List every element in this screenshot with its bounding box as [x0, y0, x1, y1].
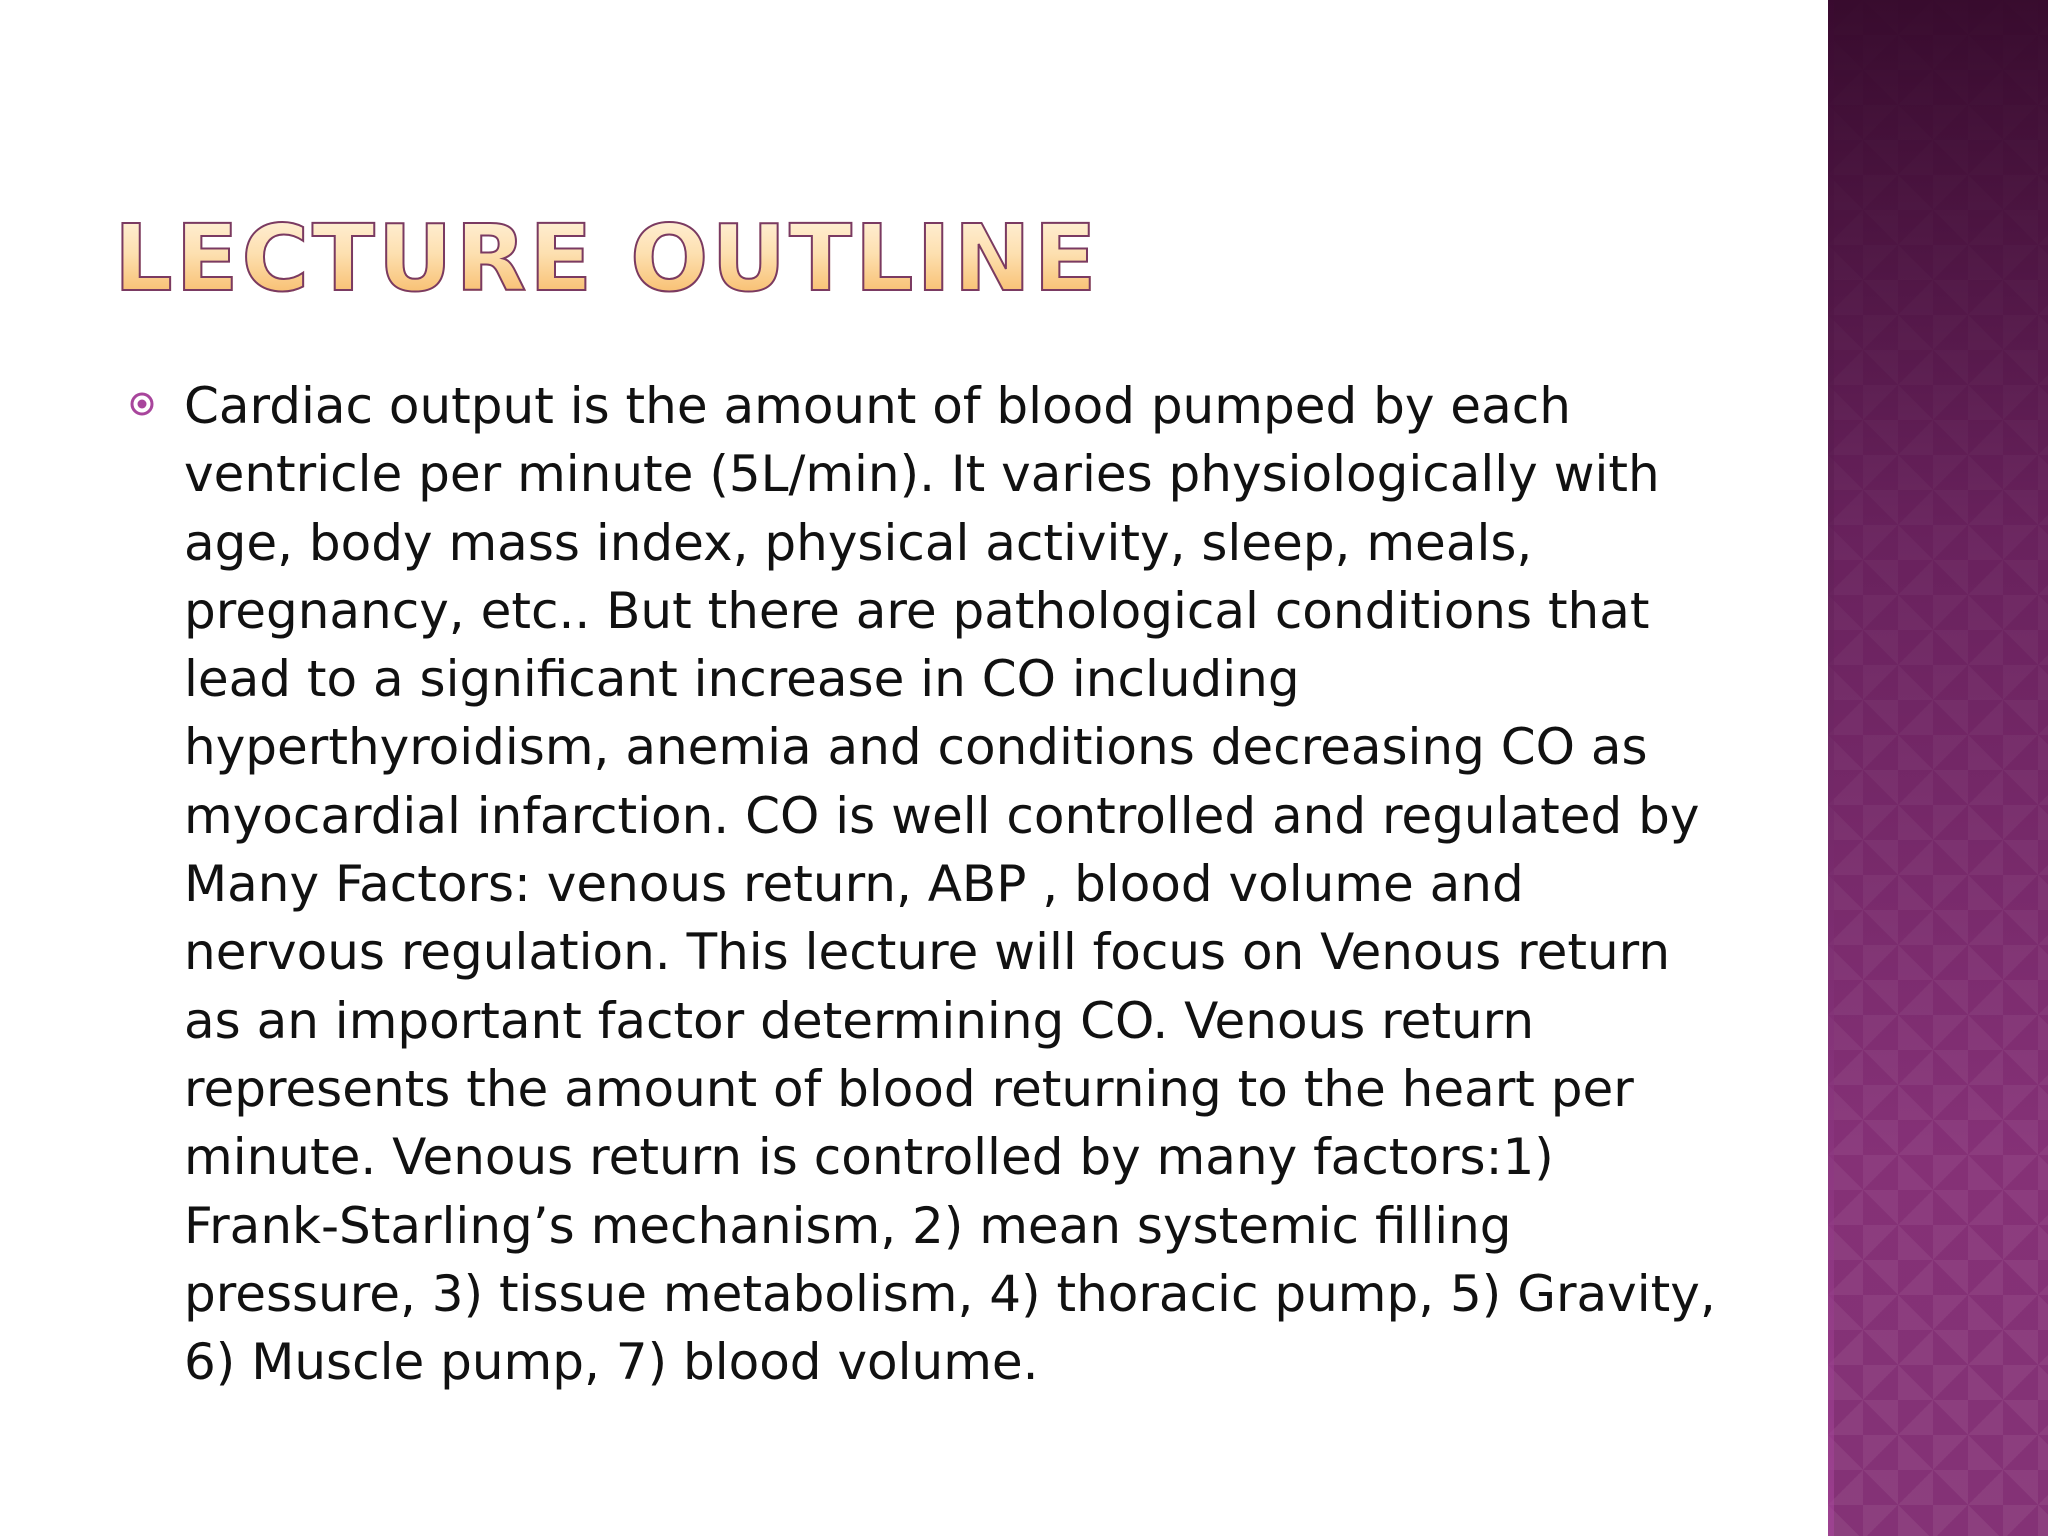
slide-content [128, 372, 1718, 1396]
bullet-text: Cardiac output is the amount of blood pumped by each ventricle per minute (5L/min). It varies physiologically with age, body mass index, physical activity, sleep, meals, pregnancy, etc.. But there are pathological conditions that lead to a significant increase in CO including hyperthyroidism, anemia and conditions decreasing CO as myocardial infarction. CO is well controlled and regulated by Many Factors: venous return, ABP , blood volume and nervous regulation. This lecture will focus on Venous return as an important factor determining CO. Venous return represents the amount of blood returning to the heart per minute. Venous return is controlled by many factors:1) Frank-Starling’s mechanism, 2) mean systemic filling pressure, 3) tissue metabolism, 4) thoracic pump, 5) Gravity, 6) Muscle pump, 7) blood volume. [184, 377, 1716, 1392]
circle-bullet-icon [128, 390, 156, 418]
decorative-side-band [1828, 0, 2048, 1536]
bullet-item [128, 372, 1718, 1396]
slide-title: LECTURE OUTLINE [114, 205, 1100, 312]
